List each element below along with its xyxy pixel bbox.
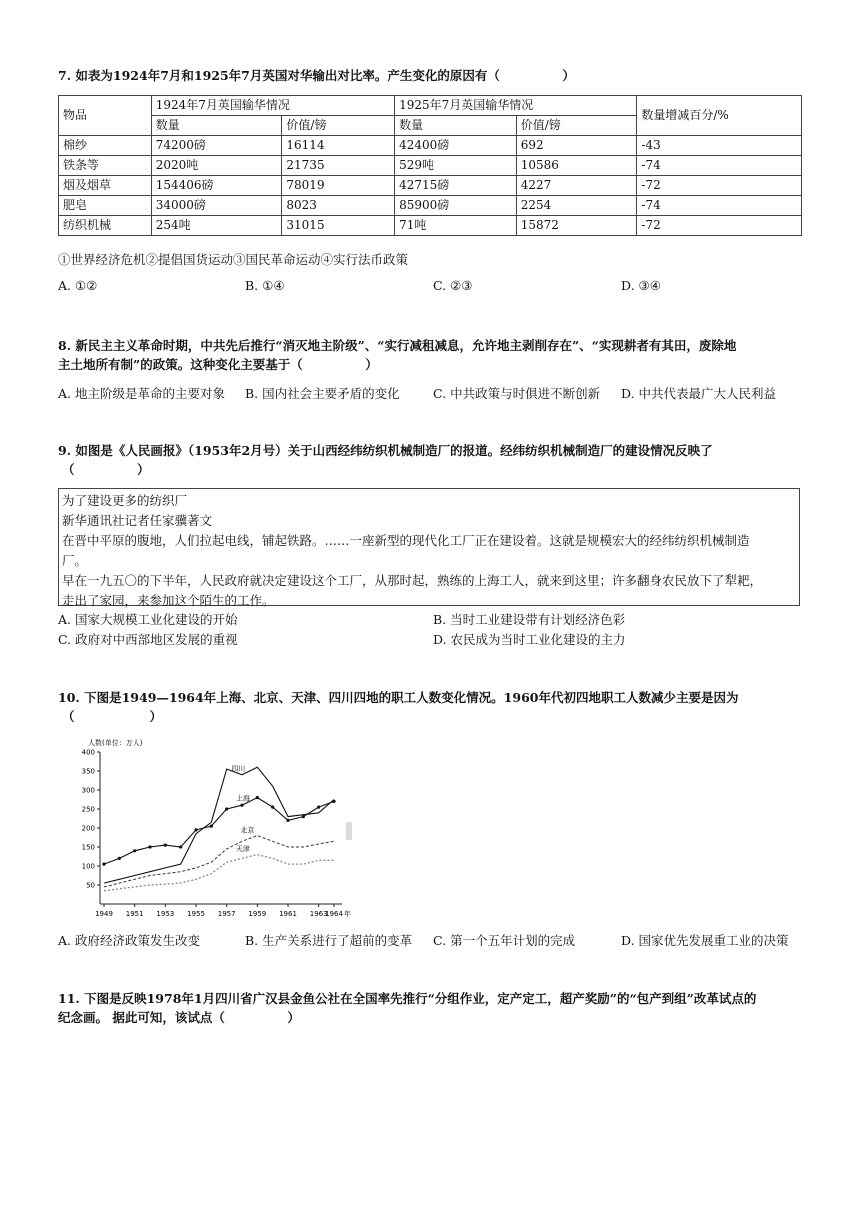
series-label: 北京 — [240, 826, 255, 835]
series-point — [194, 828, 197, 831]
table-row — [59, 136, 802, 156]
q11-stem-line2: 纪念画。 据此可知，该试点（ ） — [58, 1010, 300, 1025]
x-tick-label: 1957 — [217, 910, 236, 918]
cell-qty-1924: 154406磅 — [151, 176, 282, 196]
header-val-1924: 价值/镑 — [282, 116, 395, 136]
q7-stem: 7. 如表为1924年7月和1925年7月英国对华输出对比率。产生变化的原因有（ ） — [58, 68, 575, 83]
cell-item: 铁条等 — [59, 156, 152, 176]
x-tick-label: 1963 — [309, 910, 328, 918]
series-point — [118, 857, 121, 860]
excerpt-line: 厂。 — [62, 553, 88, 568]
q8-option-d[interactable]: D. 中共代表最广大人民利益 — [621, 386, 777, 401]
cell-change: -72 — [637, 216, 802, 236]
cell-qty-1925: 71吨 — [395, 216, 517, 236]
q8-stem-line2: 主土地所有制”的政策。这种变化主要基于（ ） — [58, 357, 378, 372]
y-tick-label: 200 — [81, 824, 95, 833]
series-line-3 — [104, 855, 334, 891]
cell-val-1924: 8023 — [282, 196, 395, 216]
series-label: 上海 — [235, 794, 250, 803]
header-qty-1924: 数量 — [151, 116, 282, 136]
q9-option-c[interactable]: C. 政府对中西部地区发展的重视 — [58, 632, 238, 647]
cell-qty-1925: 42715磅 — [395, 176, 517, 196]
scan-artifact — [346, 822, 352, 840]
cell-qty-1925: 42400磅 — [395, 136, 517, 156]
series-point — [302, 815, 305, 818]
cell-item: 棉纱 — [59, 136, 152, 156]
y-tick-label: 300 — [81, 786, 95, 795]
q9-news-excerpt — [58, 488, 800, 606]
series-point — [225, 807, 228, 810]
series-label: 四川 — [231, 765, 246, 773]
q7-option-c[interactable]: C. ②③ — [433, 278, 473, 293]
y-tick-label: 100 — [81, 862, 95, 871]
q7-items: ①世界经济危机②提倡国货运动③国民革命运动④实行法币政策 — [58, 252, 409, 267]
q11-stem-line1: 11. 下图是反映1978年1月四川省广汉县金鱼公社在全国率先推行“分组作业，定产定工，超产奖励”的“包产到组”改革试点的 — [58, 991, 757, 1006]
cell-val-1925: 10586 — [516, 156, 637, 176]
q7-table — [58, 95, 802, 236]
q8-stem-line1: 8. 新民主主义革命时期，中共先后推行“消灭地主阶级”、“实行减租减息，允许地主剥削存在”、“实现耕者有其田，废除地 — [58, 338, 737, 353]
table-row — [59, 176, 802, 196]
series-point — [332, 800, 335, 803]
series-label: 天津 — [235, 844, 250, 853]
cell-val-1925: 692 — [516, 136, 637, 156]
header-item: 物品 — [59, 96, 152, 136]
cell-val-1925: 4227 — [516, 176, 637, 196]
cell-qty-1924: 2020吨 — [151, 156, 282, 176]
cell-change: -74 — [637, 196, 802, 216]
cell-val-1924: 78019 — [282, 176, 395, 196]
x-tick-label: 1961 — [279, 910, 297, 918]
table-row — [59, 216, 802, 236]
q10-option-c[interactable]: C. 第一个五年计划的完成 — [433, 933, 576, 948]
series-line-0 — [104, 767, 334, 883]
cell-item: 肥皂 — [59, 196, 152, 216]
excerpt-line: 在晋中平原的腹地，人们拉起电线，铺起铁路。……一座新型的现代化工厂正在建设着。这就是规模宏大的经纬纺织机械制造 — [62, 533, 750, 548]
series-point — [317, 806, 320, 809]
excerpt-title: 为了建设更多的纺织厂 — [62, 493, 188, 508]
y-axis-label: 人数(单位：万人) — [88, 739, 143, 747]
q8-option-a[interactable]: A. 地主阶级是革命的主要对象 — [58, 386, 225, 401]
q8-option-b[interactable]: B. 国内社会主要矛盾的变化 — [245, 386, 400, 401]
header-change: 数量增减百分/% — [637, 96, 802, 136]
cell-val-1924: 31015 — [282, 216, 395, 236]
table-row — [59, 196, 802, 216]
q10-option-a[interactable]: A. 政府经济政策发生改变 — [58, 933, 200, 948]
x-tick-label: 1959 — [248, 910, 267, 918]
q10-option-b[interactable]: B. 生产关系进行了超前的变革 — [245, 933, 413, 948]
cell-item: 纺织机械 — [59, 216, 152, 236]
q7-option-a[interactable]: A. ①② — [58, 278, 98, 293]
cell-val-1924: 21735 — [282, 156, 395, 176]
header-qty-1925: 数量 — [395, 116, 517, 136]
table-row — [59, 156, 802, 176]
y-tick-label: 250 — [81, 805, 95, 814]
x-tick-label: 1949 — [95, 910, 113, 918]
series-line-1 — [104, 798, 334, 865]
cell-val-1924: 16114 — [282, 136, 395, 156]
header-1925: 1925年7月英国输华情况 — [395, 96, 637, 116]
cell-val-1925: 2254 — [516, 196, 637, 216]
series-point — [148, 845, 151, 848]
series-point — [164, 844, 167, 847]
cell-qty-1924: 254吨 — [151, 216, 282, 236]
cell-change: -72 — [637, 176, 802, 196]
series-point — [256, 796, 259, 799]
q9-stem-line2: （ ） — [62, 462, 150, 477]
header-val-1925: 价值/镑 — [516, 116, 637, 136]
series-point — [179, 845, 182, 848]
series-point — [240, 804, 243, 807]
series-point — [286, 819, 289, 822]
x-tick-label: 1955 — [187, 910, 205, 918]
y-tick-label: 50 — [86, 881, 95, 890]
cell-change: -43 — [637, 136, 802, 156]
cell-qty-1924: 34000磅 — [151, 196, 282, 216]
employee-count-chart — [80, 732, 370, 922]
y-tick-label: 350 — [81, 767, 95, 776]
x-tick-label: 1953 — [156, 910, 175, 918]
q9-option-b[interactable]: B. 当时工业建设带有计划经济色彩 — [433, 612, 626, 627]
cell-item: 烟及烟草 — [59, 176, 152, 196]
q9-option-d[interactable]: D. 农民成为当时工业化建设的主力 — [433, 632, 626, 647]
excerpt-line: 走出了家园，来参加这个陌生的工作。 — [62, 593, 275, 608]
x-tick-label: 1951 — [125, 910, 144, 918]
series-line-2 — [104, 836, 334, 887]
y-tick-label: 400 — [81, 748, 95, 757]
series-point — [271, 806, 274, 809]
q8-option-c[interactable]: C. 中共政策与时俱进不断创新 — [433, 386, 601, 401]
series-point — [133, 849, 136, 852]
q7-option-d[interactable]: D. ③④ — [621, 278, 661, 293]
q10-stem-line2: （ ） — [62, 709, 163, 724]
q9-stem-line1: 9. 如图是《人民画报》（1953年2月号）关于山西经纬纺织机械制造厂的报道。经纬纺织机械制造厂的建设情况反映了 — [58, 443, 713, 458]
q10-option-d[interactable]: D. 国家优先发展重工业的决策 — [621, 933, 789, 948]
table-header-row — [59, 96, 802, 116]
cell-val-1925: 15872 — [516, 216, 637, 236]
cell-qty-1925: 529吨 — [395, 156, 517, 176]
cell-change: -74 — [637, 156, 802, 176]
cell-qty-1925: 85900磅 — [395, 196, 517, 216]
excerpt-line: 早在一九五〇的下半年，人民政府就决定建设这个工厂，从那时起，熟练的上海工人，就来到这里；许多翻身农民放下了犁耙， — [62, 573, 763, 588]
q7-option-b[interactable]: B. ①④ — [245, 278, 285, 293]
q10-stem-line1: 10. 下图是1949—1964年上海、北京、天津、四川四地的职工人数变化情况。1960年代初四地职工人数减少主要是因为 — [58, 690, 739, 705]
excerpt-byline: 新华通讯社记者任家骥著文 — [62, 513, 213, 528]
series-point — [210, 825, 213, 828]
cell-qty-1924: 74200磅 — [151, 136, 282, 156]
q9-option-a[interactable]: A. 国家大规模工业化建设的开始 — [58, 612, 238, 627]
series-point — [102, 863, 105, 866]
x-tick-label: 1964 — [325, 910, 343, 918]
header-1924: 1924年7月英国输华情况 — [151, 96, 394, 116]
x-axis-label: 年 — [344, 910, 351, 918]
y-tick-label: 150 — [81, 843, 95, 852]
